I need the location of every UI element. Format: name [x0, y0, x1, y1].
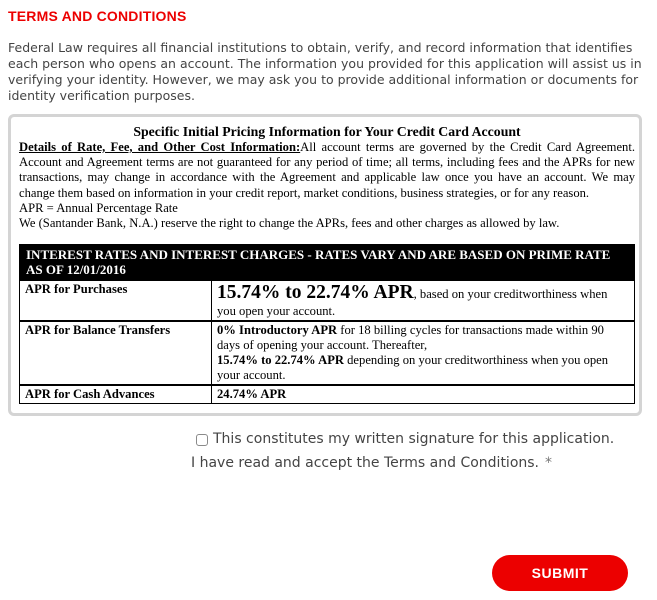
- signature-label[interactable]: This constitutes my written signature for this application.: [213, 431, 615, 447]
- terms-scroll-box[interactable]: [8, 114, 642, 416]
- rates-table: [19, 244, 635, 404]
- identity-notice: Federal Law requires all financial institutions to obtain, verify, and record information that identifies each person who opens an account. The information you provided for this application will assist us in verifying your identity. However, we may ask you to provide additional information or documents for identity verification purposes.: [8, 40, 642, 103]
- details-body: All account terms are governed by the Credit Card Agreement. Account and Agreement terms are not guaranteed for any period of time; all terms, including fees and the APRs for new transactions, may change in accordance with the Agreement and applicable law once you have an account. We may change them based on information in your credit report, market conditions, business strategies, or for any reason.: [19, 140, 635, 200]
- page-title: TERMS AND CONDITIONS: [8, 8, 187, 24]
- purchases-apr-note: , based on your creditworthiness when you open your account.: [217, 287, 608, 319]
- row-label-cash-advances: APR for Cash Advances: [20, 385, 212, 404]
- accept-terms-row: [191, 455, 552, 471]
- terms-title: Specific Initial Pricing Information for Your Credit Card Account: [133, 124, 521, 139]
- apr-definition: APR = Annual Percentage Rate: [19, 200, 178, 215]
- rates-table-header: INTEREST RATES AND INTEREST CHARGES - RATES VARY AND ARE BASED ON PRIME RATE AS OF 12/01/2016: [20, 245, 635, 281]
- accept-terms-label: I have read and accept the Terms and Conditions.: [191, 455, 540, 471]
- intro-apr-note: for 18 billing cycles for transactions made within 90 days of opening your account. Thereafter,: [217, 323, 604, 353]
- row-label-balance-transfers: APR for Balance Transfers: [20, 321, 212, 385]
- intro-apr: 0% Introductory APR: [217, 323, 338, 338]
- balance-transfer-apr: 15.74% to 22.74% APR: [217, 353, 344, 368]
- table-row: [20, 321, 635, 385]
- purchases-apr: 15.74% to 22.74% APR: [217, 282, 414, 304]
- row-value-purchases: [212, 280, 635, 321]
- required-asterisk-icon: *: [545, 455, 553, 471]
- submit-button[interactable]: SUBMIT: [492, 555, 628, 591]
- row-label-purchases: APR for Purchases: [20, 280, 212, 321]
- signature-checkbox-row[interactable]: [196, 431, 614, 447]
- details-lead: Details of Rate, Fee, and Other Cost Information:: [19, 140, 301, 154]
- signature-checkbox[interactable]: [196, 434, 208, 446]
- table-row: [20, 280, 635, 321]
- table-row: [20, 385, 635, 404]
- details-paragraph: [19, 140, 635, 201]
- row-value-cash-advances: 24.74% APR: [212, 385, 635, 404]
- balance-transfer-apr-note: depending on your creditworthiness when you open your account.: [217, 353, 609, 383]
- row-value-balance-transfers: [212, 321, 635, 385]
- terms-content: [19, 123, 635, 404]
- reserve-statement: We (Santander Bank, N.A.) reserve the right to change the APRs, fees and other charges as allowed by law.: [19, 216, 560, 231]
